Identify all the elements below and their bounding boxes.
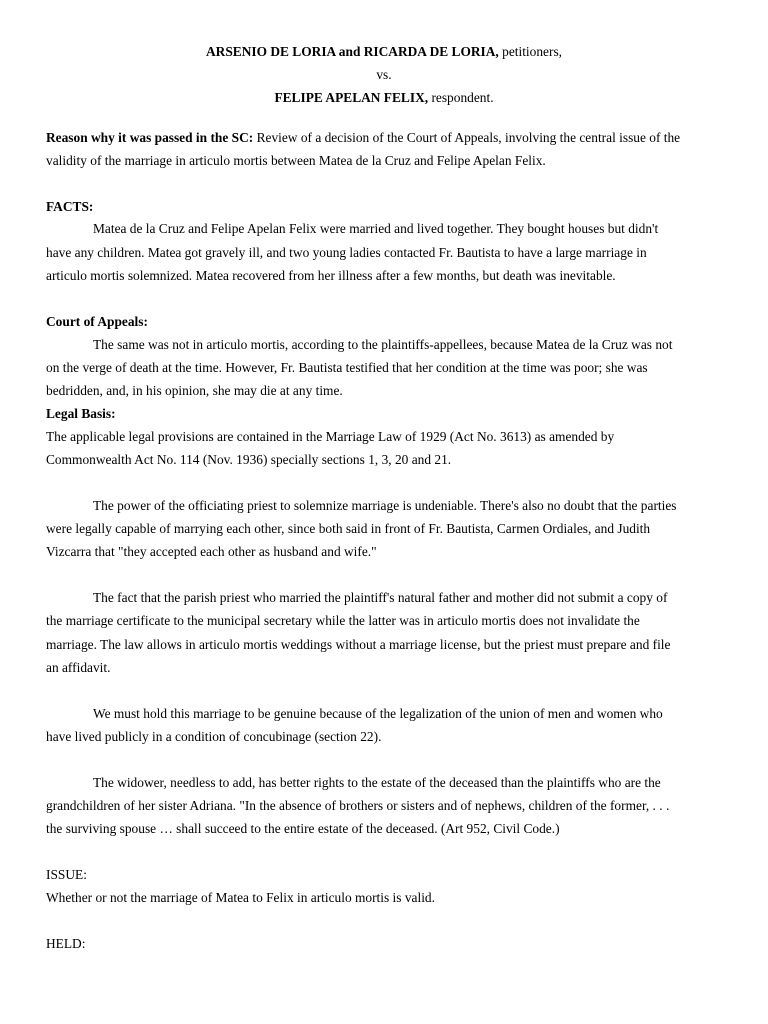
- legal-basis-line: Commonwealth Act No. 114 (Nov. 1936) specially sections 1, 3, 20 and 21.: [46, 452, 452, 467]
- reason-line-1: [46, 130, 680, 146]
- versus-label: vs.: [376, 67, 392, 82]
- facts-heading-text: FACTS:: [46, 199, 94, 214]
- issue-text: Whether or not the marriage of Matea to Felix in articulo mortis is valid.: [46, 890, 435, 905]
- held-heading: HELD:: [46, 936, 86, 951]
- legal-basis-heading: [46, 406, 116, 422]
- paragraph-line: the surviving spouse … shall succeed to the entire estate of the deceased. (Art 952, Civil Code.): [46, 821, 560, 836]
- paragraph-line: marriage. The law allows in articulo mortis weddings without a marriage license, but the priest must prepare and file: [46, 637, 671, 652]
- case-parties: [0, 44, 768, 60]
- paragraph-line: Vizcarra that "they accepted each other as husband and wife.": [46, 544, 377, 559]
- issue-heading: ISSUE:: [46, 867, 87, 882]
- legal-basis-line: The applicable legal provisions are contained in the Marriage Law of 1929 (Act No. 3613) as amended by: [46, 429, 615, 444]
- facts-heading: [46, 199, 93, 215]
- paragraph-line: The fact that the parish priest who married the plaintiff's natural father and mother did not submit a copy of: [93, 590, 668, 605]
- paragraph-line: grandchildren of her sister Adriana. "In the absence of brothers or sisters and of nephews, children of the former, . . .: [46, 798, 670, 813]
- reason-line-2: validity of the marriage in articulo mortis between Matea de la Cruz and Felipe Apelan Felix.: [46, 153, 546, 168]
- paragraph-line: were legally capable of marrying each other, since both said in front of Fr. Bautista, Carmen Ordiales, and Judith: [46, 521, 651, 536]
- petitioners-names: ARSENIO DE LORIA and RICARDA DE LORIA,: [205, 44, 499, 59]
- reason-text: Review of a decision of the Court of Appeals, involving the central issue of the: [253, 130, 681, 145]
- facts-line: articulo mortis solemnized. Matea recovered from her illness after a few months, but death was inevitable.: [46, 268, 616, 283]
- paragraph-line: have lived publicly in a condition of concubinage (section 22).: [46, 729, 382, 744]
- petitioners-role: petitioners,: [498, 44, 563, 59]
- court-of-appeals-heading: [46, 314, 148, 330]
- court-of-appeals-line: on the verge of death at the time. However, Fr. Bautista testified that her condition at the time was poor; she was: [46, 360, 648, 375]
- respondent-role: respondent.: [428, 90, 494, 105]
- court-of-appeals-heading-text: Court of Appeals:: [46, 314, 148, 329]
- paragraph-line: the marriage certificate to the municipal secretary while the latter was in articulo mortis does not invalidate the: [46, 613, 640, 628]
- paragraph-line: The power of the officiating priest to solemnize marriage is undeniable. There's also no doubt that the parties: [93, 498, 677, 513]
- paragraph-line: We must hold this marriage to be genuine because of the legalization of the union of men and women who: [93, 706, 663, 721]
- paragraph-line: The widower, needless to add, has better rights to the estate of the deceased than the plaintiffs who are the: [93, 775, 661, 790]
- court-of-appeals-line: The same was not in articulo mortis, according to the plaintiffs-appellees, because Matea de la Cruz was not: [93, 337, 673, 352]
- reason-label: Reason why it was passed in the SC:: [46, 130, 254, 145]
- case-respondent: [0, 90, 768, 106]
- facts-line: Matea de la Cruz and Felipe Apelan Felix were married and lived together. They bought houses but didn't: [93, 221, 659, 236]
- court-of-appeals-line: bedridden, and, in his opinion, she may die at any time.: [46, 383, 343, 398]
- paragraph-line: an affidavit.: [46, 660, 111, 675]
- facts-line: have any children. Matea got gravely ill, and two young ladies contacted Fr. Bautista to have a large marriage in: [46, 245, 647, 260]
- respondent-name: FELIPE APELAN FELIX,: [274, 90, 429, 105]
- legal-basis-heading-text: Legal Basis:: [46, 406, 116, 421]
